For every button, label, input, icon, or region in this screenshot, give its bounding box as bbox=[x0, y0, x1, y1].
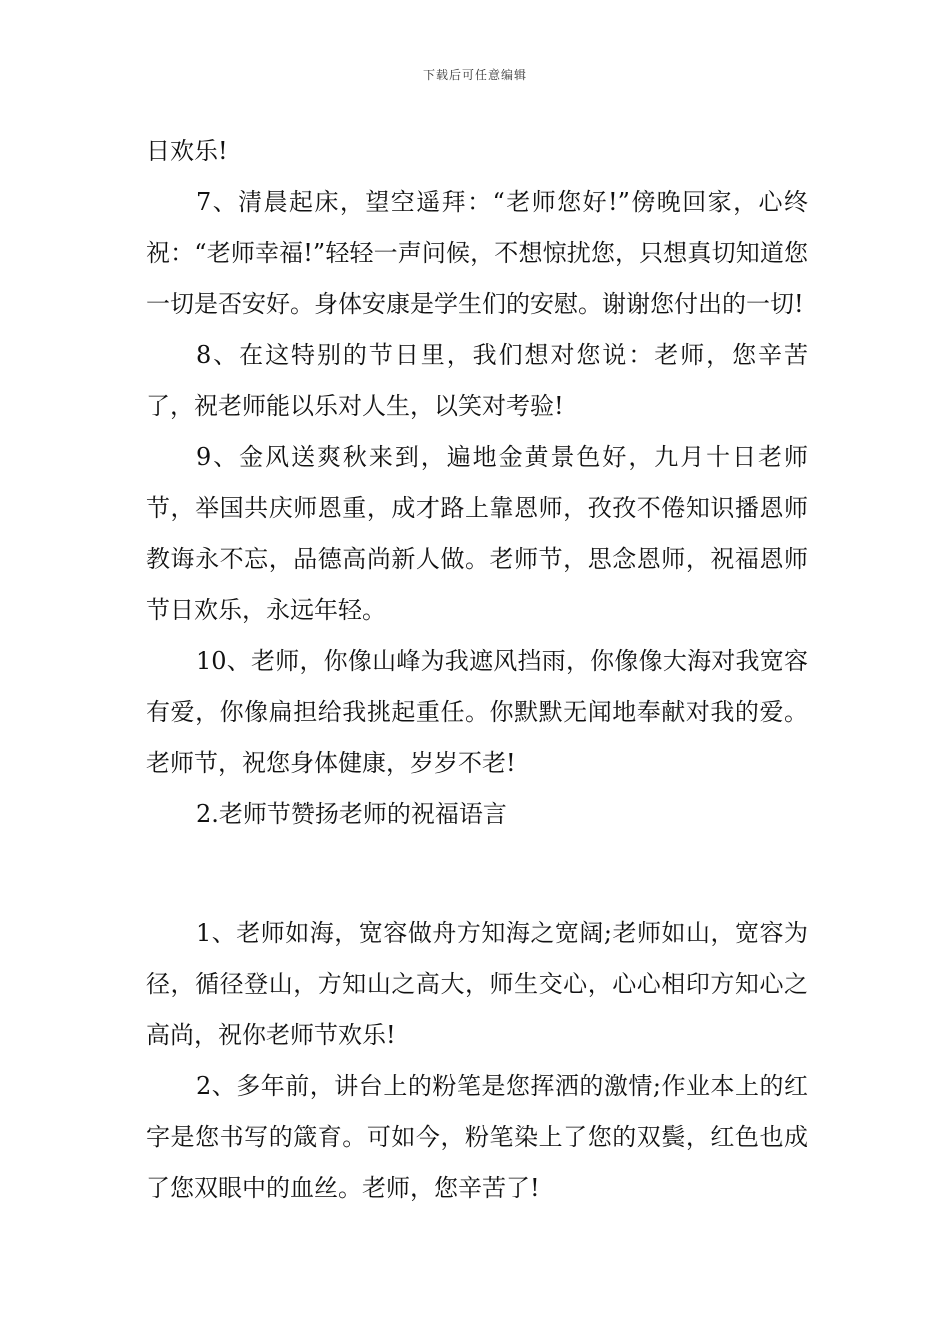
paragraph-item-7: 7、清晨起床，望空遥拜：“老师您好!”傍晚回家，心终祝：“老师幸福!”轻轻一声问候，不想惊扰您，只想真切知道您一切是否安好。身体安康是学生们的安慰。谢谢您付出的一切! bbox=[146, 188, 808, 318]
section-spacer bbox=[146, 840, 808, 908]
paragraph-item-8: 8、在这特别的节日里，我们想对您说：老师，您辛苦了，祝老师能以乐对人生，以笑对考验! bbox=[146, 341, 808, 420]
paragraph-item-10: 10、老师，你像山峰为我遮风挡雨，你像像大海对我宽容有爱，你像扁担给我挑起重任。你默默无闻地奉献对我的爱。老师节，祝您身体健康，岁岁不老! bbox=[146, 647, 808, 777]
paragraph-item-9: 9、金风送爽秋来到，遍地金黄景色好，九月十日老师节，举国共庆师恩重，成才路上靠恩师，孜孜不倦知识播恩师教诲永不忘，品德高尚新人做。老师节，思念恩师，祝福恩师节日欢乐，永远年轻。 bbox=[146, 443, 808, 624]
paragraph-continuation: 日欢乐! bbox=[146, 137, 228, 165]
document-body bbox=[146, 126, 808, 1214]
paragraph-item-1: 1、老师如海，宽容做舟方知海之宽阔;老师如山，宽容为径，循径登山，方知山之高大，师生交心，心心相印方知心之高尚，祝你老师节欢乐! bbox=[146, 919, 808, 1049]
page-header: 下载后可任意编辑 bbox=[422, 68, 527, 82]
paragraph-item-2: 2、多年前，讲台上的粉笔是您挥洒的激情;作业本上的红字是您书写的箴育。可如今，粉笔染上了您的双鬓，红色也成了您双眼中的血丝。老师，您辛苦了! bbox=[146, 1072, 808, 1202]
section-heading: 2.老师节赞扬老师的祝福语言 bbox=[196, 800, 507, 828]
